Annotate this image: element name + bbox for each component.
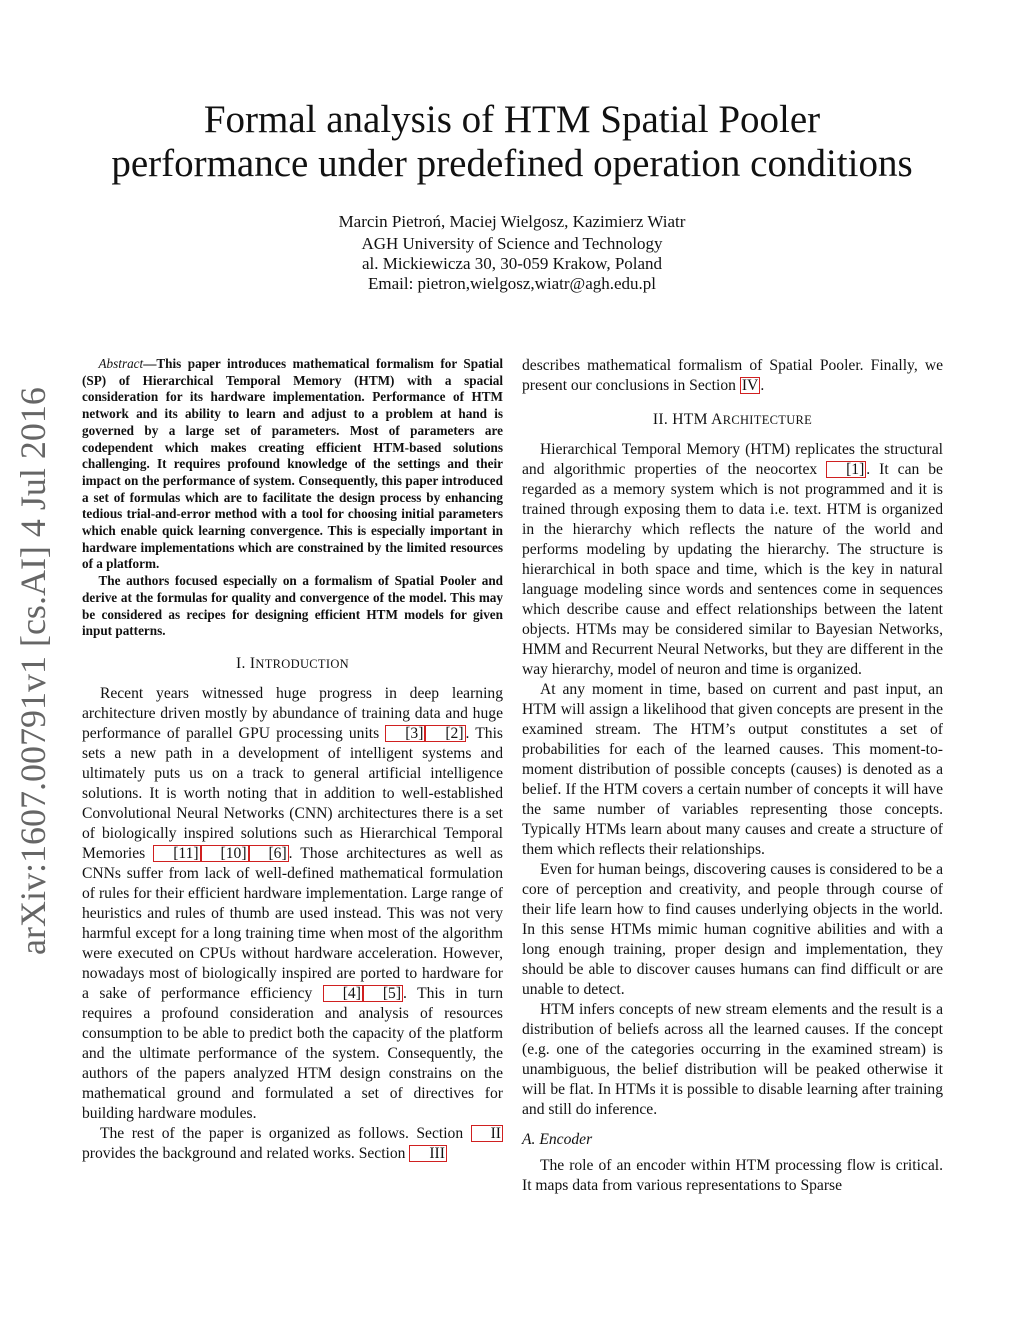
text-span: The rest of the paper is organized as follows. Section — [99, 1124, 471, 1142]
section-title-initial: I — [249, 654, 256, 672]
arxiv-stamp: arXiv:1607.00791v1 [cs.AI] 4 Jul 2016 — [13, 387, 53, 955]
section-heading-htm-architecture — [522, 410, 943, 430]
section-title-rest: NTRODUCTION — [255, 656, 349, 671]
title-line-2: performance under predefined operation conditions — [111, 142, 913, 185]
citation-link[interactable]: [10] — [201, 845, 249, 862]
htm-paragraph-1 — [522, 440, 943, 680]
right-column — [522, 356, 943, 1196]
text-span: provides the background and related works. Section — [82, 1144, 410, 1162]
text-span: Hierarchical Temporal Memory (HTM) replicates the structural and algorithmic properties of the neocortex — [522, 441, 943, 478]
section-link[interactable]: II — [471, 1125, 503, 1142]
title-line-1: Formal analysis of HTM Spatial Pooler — [203, 98, 821, 141]
intro-paragraph-2 — [82, 1124, 503, 1164]
citation-link[interactable]: [4] — [323, 985, 363, 1002]
paper-title — [60, 98, 964, 186]
section-title-htm: HTM — [672, 411, 712, 428]
section-heading-introduction — [82, 654, 503, 674]
citation-link[interactable]: [2] — [425, 725, 465, 742]
author-email: Email: pietron,wielgosz,wiatr@agh.edu.pl — [367, 274, 657, 293]
encoder-paragraph-1: The role of an encoder within HTM processing flow is critical. It maps data from various representations to Sparse — [522, 1157, 943, 1194]
abstract-paragraph-1 — [82, 356, 503, 573]
citation-link[interactable]: [5] — [363, 985, 403, 1002]
section-link[interactable]: IV — [741, 377, 759, 394]
text-span: describes mathematical formalism of Spatial Pooler. Finally, we present our conclusions in Section — [522, 357, 943, 394]
htm-paragraph-3: Even for human beings, discovering causes is considered to be a core of perception and creativity, and people through course of their life learn how to find causes underlying objects in the world. In this sense HTMs mimic human cognitive abilities and with a long enough training, proper design and implementation, they should be able to discover causes humans can find difficult or are unable to detect. — [522, 861, 943, 998]
section-number: I. — [236, 654, 246, 672]
section-title-rest: RCHITECTURE — [722, 413, 813, 427]
citation-link[interactable]: [3] — [385, 725, 425, 742]
abstract-text-1: —This paper introduces mathematical formalism for Spatial (SP) of Hierarchical Temporal Memory (HTM) with a spacial consideration for its hardware implementation. Performance of HTM network and its ability to learn and adjust to a problem at hand is governed by a large set of parameters. Most of parameters are codependent which makes creating efficient HTM-based solutions challenging. It requires profound knowledge of the settings and their impact on the performance of system. Consequently, this paper introduced a set of formulas which are to facilitate the design process by enhancing tedious trial-and-error method with a tool for choosing initial parameters which enable quick learning convergence. This is especially important in hardware implementations which are constrained by the limited resources of a platform. — [82, 356, 503, 572]
citation-link[interactable]: [1] — [826, 461, 866, 478]
author-affiliation: AGH University of Science and Technology — [361, 234, 663, 253]
citation-link[interactable]: [6] — [249, 845, 289, 862]
author-block — [150, 212, 874, 294]
citation-link[interactable]: [11] — [153, 845, 200, 862]
subsection-heading-encoder: A. Encoder — [522, 1131, 593, 1148]
text-span: Recent years witnessed huge progress in deep learning architecture driven mostly by abundance of training data and huge performance of parallel GPU processing units — [82, 684, 503, 742]
htm-paragraph-4: HTM infers concepts of new stream elements and the result is a distribution of beliefs across all the learned causes. If the concept (e.g. one of the categories occurring in the examined stream) is unambiguous, the belief distribution will be peaked otherwise it will be flat. In HTMs it is possible to disable learning after training and still do inference. — [522, 1001, 943, 1118]
intro-continuation — [522, 356, 943, 396]
text-span: . It can be regarded as a memory system which is not programmed and it is trained through exposing them to data i.e. text. HTM is organized in the hierarchy which reflects the nature of the world and performs modeling by updating the hierarchy. The structure is hierarchical in both space and time, which is the key in natural language modeling since words and sentences come in sequences which describe cause and effect relationships between the latent objects. HTMs may be considered similar to Bayesian Networks, HMM and Recurrent Neural Networks, but they are different in the way hierarchy, model of neuron and time is organized. — [522, 461, 943, 678]
abstract-label: Abstract — [98, 356, 144, 371]
abstract — [82, 356, 503, 640]
author-names: Marcin Pietroń, Maciej Wielgosz, Kazimierz Wiatr — [338, 212, 686, 231]
section-number: II. — [652, 411, 669, 428]
text-span: . Those architectures as well as CNNs suffer from lack of well-defined mathematical formulation of rules for their efficient hardware implementation. Large range of heuristics and rules of thumb are used instead. This was not very harmful except for a long training time when most of the algorithm were executed on CPUs without hardware acceleration. However, nowadays most of biologically inspired are ported to hardware for a sake of performance efficiency — [82, 844, 503, 1002]
section-link[interactable]: III — [409, 1145, 447, 1162]
intro-paragraph-1 — [82, 684, 503, 1124]
section-title-initial: A — [711, 411, 723, 428]
htm-paragraph-2: At any moment in time, based on current and past input, an HTM will assign a likelihood that given concepts are present in the examined stream. The HTM’s output constitutes a set of probabilities for each of the learned causes. This moment-to-moment distribution of possible concepts (causes) is denoted as a belief. If the HTM covers a certain number of concepts it will have the same number of variables representing those concepts. Typically HTMs learn about many causes and create a structure of them which reflects their relationships. — [522, 681, 943, 858]
text-span: . This in turn requires a profound consideration and analysis of resources consumption to be able to predict both the capacity of the platform and the ultimate performance of the system. Consequently, the authors of the papers analyzed HTM design constrains on the mathematical ground and formulated a set of directives for building hardware modules. — [82, 984, 503, 1122]
left-column — [82, 356, 503, 1164]
text-span: . This sets a new path in a development of intelligent systems and ultimately puts us on a track to general artificial intelligence solutions. It is worth noting that in addition to well-established Convolutional Neural Networks (CNN) architectures there is a set of biologically inspired solutions such as Hierarchical Temporal Memories — [82, 724, 503, 862]
author-address: al. Mickiewicza 30, 30-059 Krakow, Poland — [361, 254, 663, 273]
abstract-paragraph-2: The authors focused especially on a formalism of Spatial Pooler and derive at the formulas for quality and convergence of the model. This may be considered as recipes for designing efficient HTM models for given input patterns. — [82, 573, 503, 639]
text-span: . — [760, 377, 765, 394]
